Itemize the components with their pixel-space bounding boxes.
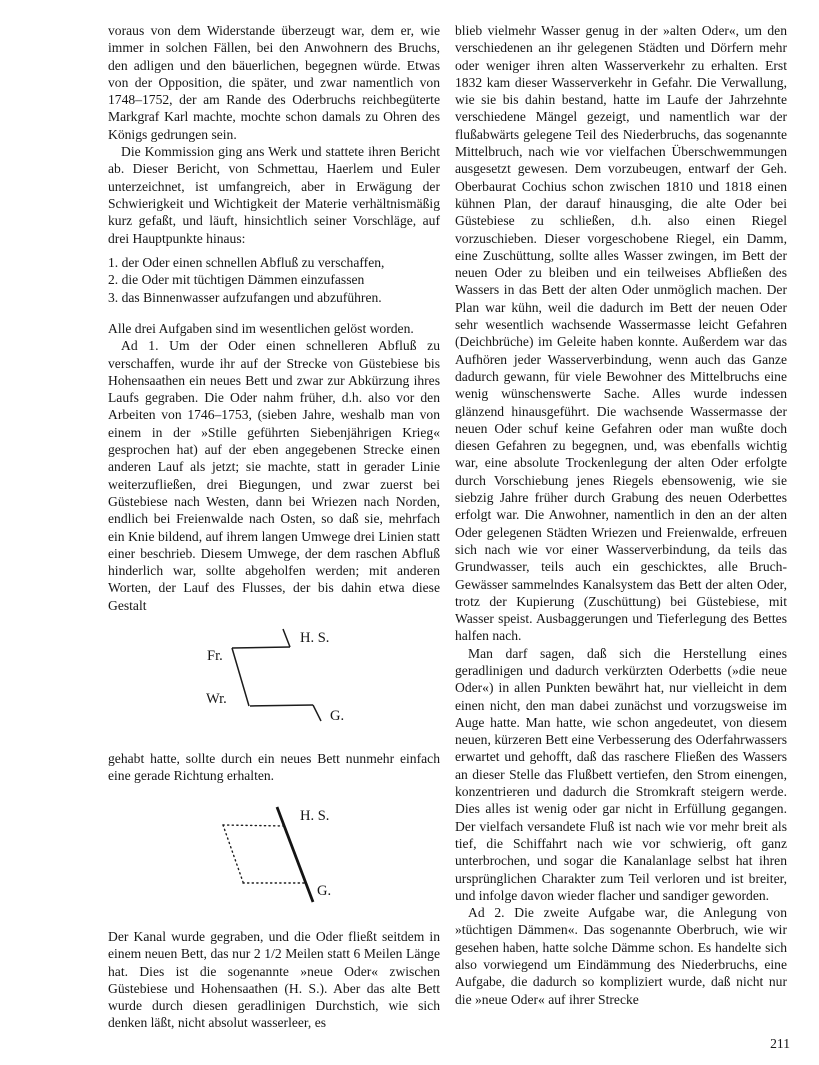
river-course-diagram-new — [108, 798, 438, 912]
label-guestebiese: G. — [330, 708, 345, 724]
paragraph-kommission: Die Kommission ging ans Werk und stattete ihren Bericht ab. Dieser Bericht, von Schmettau, Haerlem und Euler unterzeichnet, ist umfangreich, aber in Erwägung der Schwierigkeit und Wichtigkeit der Materie verhältnismäßig kurz gefaßt, und läuft, hinsichtlich seiner Vorschläge, auf drei Hauptpunkte hinaus: — [108, 144, 440, 246]
paragraph-continuation: voraus von dem Widerstande überzeugt war, dem er, wie immer in solchen Fällen, bei den Anwohnern des Bruchs, den adligen und den bäuerlichen, begegnen würde. Etwas von der Opposition, die später, und zwar namentlich von 1748–1752, der am Rande des Oderbruchs reichbegüterte Markgraf Karl machte, mochte schon damals zu Ohren des Königs gedrungen sein. — [108, 23, 440, 142]
paragraph-ad1: Ad 1. Um der Oder einen schnelleren Abfluß zu verschaffen, wurde ihr auf der Strecke von Güstebiese bis Hohensaathen ein neues Bett und zwar zur Abkürzung ihres Laufs gegraben. Die Oder nahm früher, d.h. also vor den Arbeiten von 1746–1753, (sieben Jahre, weshalb man von einem in der »Stille geführten Siebenjährigen Krieg« gesprochen hat) auf der eben angegebenen Strecke einen anderen Lauf als jetzt; sie machte, statt in gerader Linie weiterzufließen, drei Biegungen, und zwar zuerst bei Güstebiese nach Westen, dann bei Wriezen nach Norden, endlich bei Freienwalde nach Osten, so daß sie, mehrfach ein Knie bildend, auf ihrem langen Umwege drei Linien statt einer beschrieb. Diesem Umwege, der dem raschen Abfluß hinderlich war, sollte abgeholfen werden; mit anderen Worten, der Lauf des Flusses, der bis dahin etwa diese Gestalt — [108, 338, 440, 613]
numbered-list — [108, 254, 440, 306]
paragraph-aufgaben: Alle drei Aufgaben sind im wesentlichen gelöst worden. — [108, 321, 414, 336]
paragraph-ad2: Ad 2. Die zweite Aufgabe war, die Anlegung von »tüchtigen Dämmen«. Das sogenannte Oberbruch, wie wir gesehen haben, hatte solche Dämme schon. Es handelte sich also vorwiegend um Eindämmung des Niederbruchs, eine Aufgabe, die dadurch so kompliziert wurde, daß nicht nur die »neue Oder« auf ihrer Strecke — [455, 905, 787, 1007]
list-item: 2. die Oder mit tüchtigen Dämmen einzufassen — [108, 272, 365, 288]
label-freienwalde: Fr. — [207, 648, 223, 664]
label-hohensaathen: H. S. — [300, 808, 330, 824]
old-bed-dotted-segment — [223, 825, 284, 826]
list-item: 1. der Oder einen schnellen Abfluß zu verschaffen, — [108, 255, 385, 270]
left-column-between-diagrams — [108, 750, 440, 785]
left-column-intro — [108, 22, 440, 247]
paragraph-man-darf-sagen: Man darf sagen, daß sich die Herstellung eines geradlinigen und dadurch verkürzten Oderbetts (»die neue Oder«) in allen Punkten bewährt hat, nur vielleicht in dem einen nicht, den man dabei zunächst und vorzugsweise im Auge hatte. Man hatte, wie schon angedeutet, von diesem neuen, kürzeren Bett eine Verbesserung des Oderfahrwassers erwartet und gehofft, daß das raschere Fließen des Wassers an dieser Stelle das Flußbett vertiefen, den Strom einengen, konzentrieren und dadurch die Stromkraft steigern werde. Dies alles ist wenig oder gar nicht in Erfüllung gegangen. Der vielfach versandete Fluß ist nach wie vor mehr breit als tief, die Schiffahrt nach wie vor schwierig, oft ganz unterbrochen, und sogar die Kanalanlage selbst hat ihren ursprünglichen Charakter zum Teil verloren und ist breiter, und infolge davon wieder flacher und sandiger geworden. — [455, 645, 787, 903]
page-number: 211 — [770, 1036, 790, 1051]
paragraph-kanal: Der Kanal wurde gegraben, und die Oder fließt seitdem in einem neuen Bett, das nur 2 1/2 Meilen statt 6 Meilen Länge hat. Dies ist die sogenannte »neue Oder« zwischen Güstebiese und Hohensaathen (H. S.). Aber das alte Bett wurde durch diesen geradlinigen Durchstich, wie sich denken läßt, nicht absolut wasserleer, es — [108, 929, 440, 1031]
label-wriezen: Wr. — [206, 691, 227, 707]
old-bed-dotted-segment — [223, 825, 243, 882]
river-line-segment — [283, 629, 290, 647]
left-column-ad1 — [108, 320, 440, 616]
river-line-segment — [232, 648, 249, 706]
river-line-segment — [232, 647, 290, 648]
river-line-segment — [313, 705, 321, 721]
left-column-kanal — [108, 928, 440, 1032]
river-course-diagram-old — [108, 618, 438, 736]
label-guestebiese: G. — [317, 883, 332, 899]
paragraph-alte-oder: blieb vielmehr Wasser genug in der »alten Oder«, um den verschiedenen an ihr gelegenen Städten und Dörfern mehr oder weniger ihren alten Wasserverkehr zu erhalten. Erst 1832 kam dieser Wasserverkehr in Gefahr. Die Verwallung, wie sie bis dahin bestand, hatte im Laufe der Jahrzehnte verschiedene Mängel gezeigt, und namentlich war der flußabwärts gelegene Teil des Niederbruchs, das sogenannte Mittelbruch, nach wie vor vielfachen Überschwemmungen ausgesetzt gewesen. Dem vorzubeugen, entwarf der Geh. Oberbaurat Cochius schon zwischen 1810 und 1818 einen kühnen Plan, der darauf hinausging, die alte Oder bei Güstebiese zu schließen, d.h. also einen Riegel vorzuschieben. Dieser vorgeschobene Riegel, ein Damm, eine Zuschüttung, sollte alles Wasser zwingen, im Bett der neuen Oder zu bleiben und ein teilweises Abfließen des Wassers in das Bett der alten Oder unmöglich machen. Der Plan war kühn, weil die dadurch im Bett der neuen Oder sehr wesentlich wachsende Wassermasse leicht Gefahren (Deichbrüche) im Geleite haben konnte. Außerdem war das Aufhören jeder Wasserverbindung, wenn auch das Ganze dadurch gewann, für viele Bewohner des Mittelbruchs eine wenig wünschenswerte Sache. Alles wurde indessen glänzend hinausgeführt. Die wachsende Wassermasse der neuen Oder schuf keine Gefahren oder man wußte doch diesen Gefahren zu begegnen, und, was ebenfalls wichtig war, eine absolute Trockenlegung der alten Oder erfolgte durch Vorschiebung jenes Riegels ebensowenig, wie sie siebzig Jahre früher durch Grabung des neuen Oderbettes erfolgt war. Die Anwohner, namentlich in den an der alten Oder gelegenen Städten Wriezen und Freienwalde, erfreuen sich nach wie vor einer Wasserverbindung, da teils das Grundwasser, teils auch ein geschicktes, alle Bruch-Gewässer sammelndes Kanalsystem das Bett der alten Oder, trotz der Kupierung (Zuschüttung) bei Güstebiese, mit Wasser speist. Ausbaggerungen und Tieferlegung des Bettes halfen nach. — [455, 23, 787, 644]
label-hohensaathen: H. S. — [300, 630, 330, 646]
list-item: 3. das Binnenwasser aufzufangen und abzuführen. — [108, 289, 382, 305]
paragraph-gerade-richtung: gehabt hatte, sollte durch ein neues Bett nunmehr einfach eine gerade Richtung erhalten. — [108, 751, 440, 784]
right-column — [455, 22, 787, 1040]
river-line-segment — [250, 705, 313, 706]
